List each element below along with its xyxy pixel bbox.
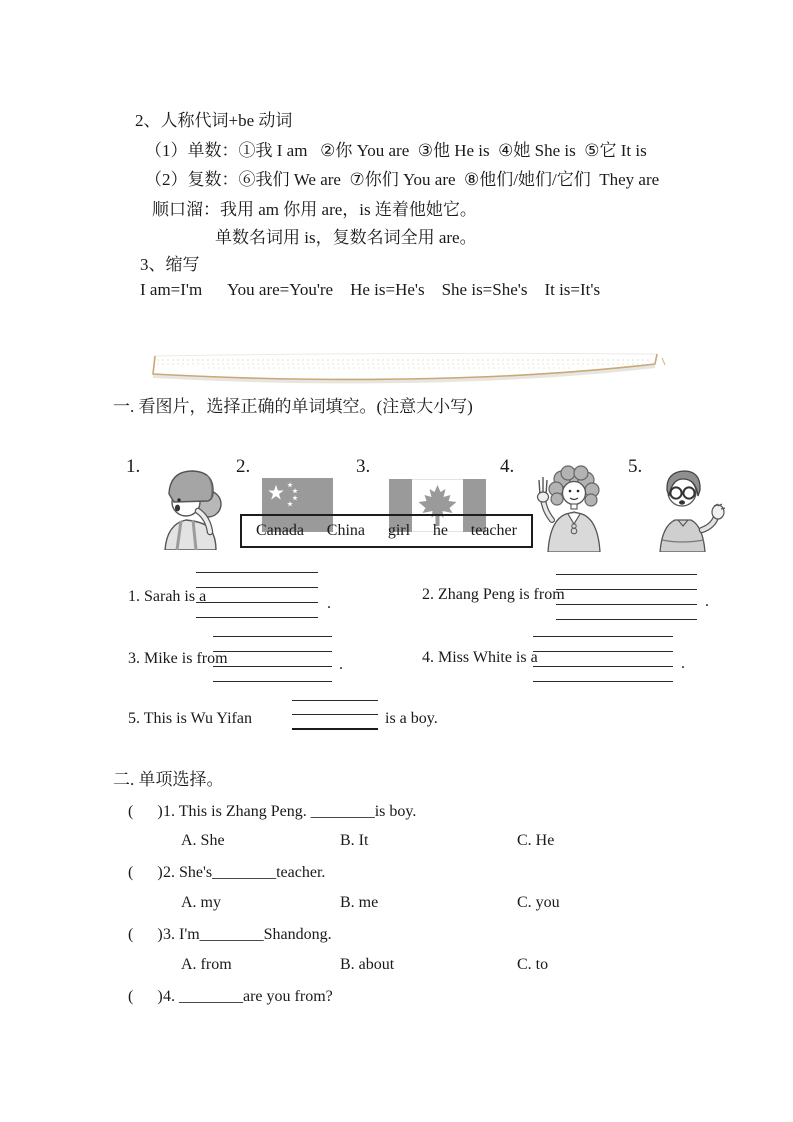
section2-title: 二. 单项选择。 — [113, 770, 224, 789]
answer-grid-2 — [556, 574, 697, 620]
girl-portrait-icon — [152, 426, 230, 586]
word-bank-word: China — [326, 522, 366, 539]
canada-flag-icon — [389, 443, 486, 568]
q3-text: 3. I'm________Shandong. — [163, 926, 332, 943]
q4-text: 4. ________are you from? — [163, 988, 333, 1005]
q2-option-c: C. you — [517, 894, 560, 911]
q4-paren: ( ) — [128, 988, 163, 1005]
q3-option-c: C. to — [517, 956, 549, 973]
q1-option-c: C. He — [517, 832, 555, 849]
picture-1-label: 1. — [126, 456, 141, 477]
word-bank-word: he — [432, 522, 448, 539]
sentence-3-text: 3. Mike is from — [128, 650, 228, 667]
q2-text: 2. She's________teacher. — [163, 864, 326, 881]
notes-heading-abbreviation: 3、缩写 — [140, 255, 200, 274]
sentence-2-period: . — [705, 593, 709, 610]
divider-icon — [143, 350, 667, 390]
notes-rhyme-line2: 单数名词用 is，复数名词全用 are。 — [215, 228, 477, 247]
notes-singular-line: （1）单数：①我 I am ②你 You are ③他 He is ④她 She is ⑤它 It is — [145, 141, 647, 160]
answer-blank-5 — [292, 700, 378, 730]
q1-option-b: B. It — [340, 832, 369, 849]
notes-abbreviation-line: I am=I'm You are=You're He is=He's She is=She's It is=It's — [140, 280, 601, 299]
sentence-3-period: . — [339, 656, 343, 673]
notes-plural-line: （2）复数：⑥我们 We are ⑦你们 You are ⑧他们/她们/它们 They are — [145, 170, 660, 189]
q1-option-a: A. She — [181, 832, 225, 849]
answer-grid-1 — [196, 572, 318, 618]
q2-option-b: B. me — [340, 894, 379, 911]
picture-5-label: 5. — [628, 456, 643, 477]
word-bank-word: girl — [387, 522, 411, 539]
q1-paren: ( ) — [128, 803, 163, 820]
notes-heading-pronouns: 2、人称代词+be 动词 — [135, 111, 293, 130]
sentence-1-period: . — [327, 595, 331, 612]
picture-3-label: 3. — [356, 456, 371, 477]
q1-text: 1. This is Zhang Peng. ________is boy. — [163, 803, 417, 820]
sentence-4-period: . — [681, 655, 685, 672]
sentence-5-text: 5. This is Wu Yifan — [128, 710, 252, 727]
picture-4-label: 4. — [500, 456, 515, 477]
word-bank-word: Canada — [256, 522, 304, 539]
sentence-1-text: 1. Sarah is a — [128, 588, 207, 605]
q3-option-b: B. about — [340, 956, 395, 973]
china-flag-icon — [262, 442, 333, 568]
woman-teacher-icon — [528, 428, 618, 588]
q3-paren: ( ) — [128, 926, 163, 943]
answer-grid-4 — [533, 636, 673, 682]
sentence-2-text: 2. Zhang Peng is from — [422, 586, 565, 603]
section1-title: 一. 看图片，选择正确的单词填空。(注意大小写) — [113, 397, 473, 416]
word-bank-word: teacher — [470, 522, 517, 539]
picture-2-label: 2. — [236, 456, 251, 477]
boy-glasses-icon — [648, 432, 730, 588]
q3-option-a: A. from — [181, 956, 232, 973]
answer-grid-3 — [213, 636, 332, 682]
notes-rhyme-line1: 顺口溜：我用 am 你用 are，is 连着他她它。 — [152, 200, 477, 219]
q2-paren: ( ) — [128, 864, 163, 881]
q2-option-a: A. my — [181, 894, 221, 911]
sentence-5-tail: is a boy. — [385, 710, 438, 727]
sentence-4-text: 4. Miss White is a — [422, 649, 538, 666]
word-bank-box — [240, 514, 533, 548]
